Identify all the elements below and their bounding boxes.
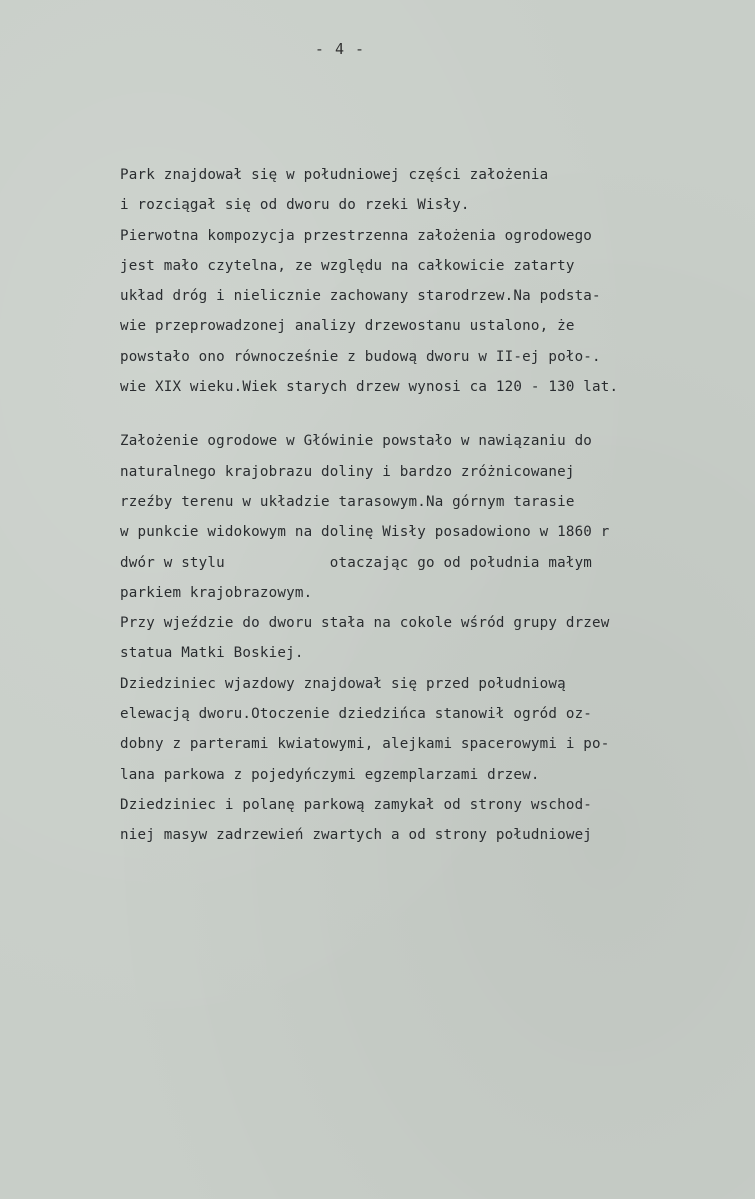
text-line: i rozciągał się od dworu do rzeki Wisły. xyxy=(120,197,470,214)
text-line: elewacją dworu.Otoczenie dziedzińca stanowił ogród oz- xyxy=(120,706,593,723)
paragraph-gap xyxy=(120,402,720,426)
text-line: dobny z parterami kwiatowymi, alejkami spacerowymi i po- xyxy=(120,736,610,753)
text-line: Przy wjeździe do dworu stała na cokole wśród grupy drzew xyxy=(120,615,610,632)
text-line: lana parkowa z pojedyńczymi egzemplarzami drzew. xyxy=(120,766,540,783)
paragraph-2 xyxy=(120,426,720,850)
text-line: Dziedziniec wjazdowy znajdował się przed południową xyxy=(120,675,566,692)
text-line: Założenie ogrodowe w Główinie powstało w nawiązaniu do xyxy=(120,433,593,450)
text-line: statua Matki Boskiej. xyxy=(120,645,304,662)
text-line: parkiem krajobrazowym. xyxy=(120,584,313,601)
page-number: - 4 - xyxy=(314,40,366,58)
text-line: Park znajdował się w południowej części założenia xyxy=(120,167,549,183)
text-line: jest mało czytelna, ze względu na całkowicie zatarty xyxy=(120,257,575,274)
paragraph-1 xyxy=(120,160,720,402)
text-line: wie przeprowadzonej analizy drzewostanu ustalono, że xyxy=(120,318,575,335)
text-line: Dziedziniec i polanę parkową zamykał od strony wschod- xyxy=(120,796,593,813)
text-line: rzeźby terenu w układzie tarasowym.Na górnym tarasie xyxy=(120,493,575,510)
text-line: dwór w stylu otaczając go od południa małym xyxy=(120,554,593,571)
text-line: niej masyw zadrzewień zwartych a od strony południowej xyxy=(120,827,593,844)
text-line: naturalnego krajobrazu doliny i bardzo zróżnicowanej xyxy=(120,463,575,480)
text-line: układ dróg i nielicznie zachowany starodrzew.Na podsta- xyxy=(120,288,601,305)
text-line: wie XIX wieku.Wiek starych drzew wynosi ca 120 - 130 lat. xyxy=(120,379,619,396)
body-text xyxy=(120,160,720,851)
text-line: w punkcie widokowym na dolinę Wisły posadowiono w 1860 r xyxy=(120,524,610,541)
text-line: Pierwotna kompozycja przestrzenna założenia ogrodowego xyxy=(120,227,593,244)
text-line: powstało ono równocześnie z budową dworu w II-ej poło-. xyxy=(120,348,601,365)
